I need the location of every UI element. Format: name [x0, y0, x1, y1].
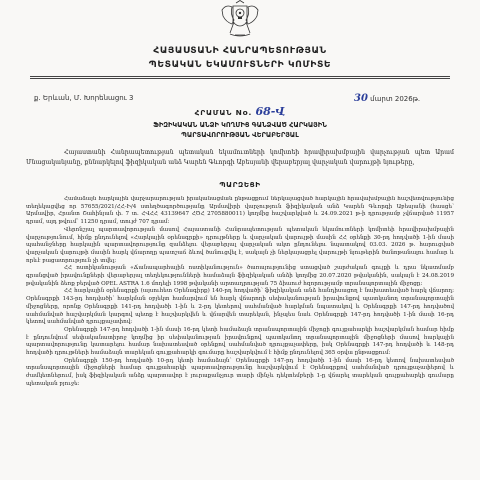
coat-of-arms-emblem: [218, 0, 262, 40]
header-divider-thin: [30, 78, 450, 79]
subject-line1: ՖԻԶԻԿԱԿԱՆ ԱՆՁԻ ԿՈՂՄԻՑ ԳԱՆՁՎԱԾ ՀԱՐԿԱՅԻՆ: [153, 121, 327, 129]
body-paragraph: ՀՀ ոստիկանության «Ճանապարհային ոստիկանություն» ծառայությունից ստացված շարժական գույքի և դրա նկատմամբ գրանցված իրավունքների վերաբերյալ տեղեկությունների համաձայն ֆիզիկական անձի կողմից 20.07.2020 թվականին, սակայն է 24.08.2019 թվականին ձեռք բերված OPEL ASTRA 1.6 մոդելի 1998 թվականի արտադրության 75 ձիաուժ հզորությամբ տրանսպորտային միջոցը:: [26, 265, 454, 287]
decision-heading: ՊԱՐԶԵՑԻ: [219, 180, 261, 189]
body-paragraph: Օրենսգրքի 147-րդ հոդվածի 1-ին մասի 16-րդ կետի համաձայն տրանսպորտային միջոցի գույքահարկի հաշվարկման համար հիմք է ընդունվում սեփականատիրոջ կողմից իր սեփականության իրավունքով պատկանող տրանսպորտային միջոցների մասով հարկային պարտավորությունը կատարելու համար նախատեսված օրենքով սահմանված դրույքաչափերը, իսկ Օրենսգրքի 147-րդ հոդվածի և 148-րդ հոդվածի դրույթների համաձայն տարեկան գույքահարկի գումարը հաշվարկվում է հիմք ընդունելով 365 օրվա ընթացքում:: [26, 326, 454, 357]
org-name-line1: ՀԱՅԱՍՏԱՆԻ ՀԱՆՐԱՊԵՏՈՒԹՅԱՆ: [153, 45, 327, 56]
document-body: [26, 196, 454, 480]
body-paragraph: Օրենսգրքի 150-րդ հոդվածի 10-րդ կետի համաձայն՝ Օրենսգրքի 147-րդ հոդվածի 1-ին մասի 16-րդ կետով նախատեսված տրանսպորտային միջոցների համար գույքահարկի պարտավորությունը հաշվարկվում է Օրենսգրքով սահմանված դրույքաչափերով և ժամկետներում, իսկ ֆիզիկական անձը պարտավոր է յուրաքանչյուր տարի մինչև դեկտեմբերի 1-ը վճարել տարեկան գույքահարկի գումարը պետական բյուջե:: [26, 357, 454, 387]
date-month-year: մարտ 2026թ.: [367, 95, 421, 103]
body-paragraph: Վերոնշյալ պարտավորության մասով Հայաստանի Հանրապետության պետական եկամուտների կոմիտեի հրավիրախմբային վարչությունում, հիմք ընդունելով «Հարկային օրենսգրքի» դրույթները և վարչական վարույթի մասին ՀՀ օրենքի 30-րդ հոդվածի 1-ին մասի պահանջները հարկային պարտավորությունը զանձելու վերաբերյալ վարչական ակտ ընդունելու նպատակով 03.03. 2026 թ. հարուցված վարչական վարույթի մասին հարկ վճարողը պատշաճ ձևով ծանուցվել է, սակայն չի ներկայացրել վարույթի նյութերին ծանոթանալու համար և որևէ բացատրություն չի տվել:: [26, 226, 454, 264]
body-paragraph: ՀՀ հարկային օրենսգրքի (այսուհետ Օրենսգիրք) 140-րդ հոդվածի՝ ֆիզիկական անձ հանդիսացող է նախատեսված հարկ վճարող: Օրենսգրքի 143-րդ հոդվածի՝ հարկման օբյեկտ համարվում են հարկ վճարողի սեփականության իրավունքով պատկանող տրանսպորտային միջոցները, որոնք Օրենսգրքի 141-րդ հոդվածի 1-ին և 2-րդ կետերով սահմանված հարկման նպատակով և Օրենսգրքի 147-րդ հոդվածով սահմանված հաշվարկման կարգով պետք է հաշվարկվեն և վճարվեն տարեկան, ինչպես նաև Օրենսգրքի 147-րդ հոդվածի 1-ին մասի 16-րդ կետով սահմանված դրույքաչափով:: [26, 288, 454, 326]
org-name-line2: ՊԵՏԱԿԱՆ ԵԿԱՄՈՒՏՆԵՐԻ ԿՈՄԻՏԵ: [148, 59, 332, 70]
header-divider: [30, 76, 450, 77]
document-date: [354, 93, 420, 104]
order-number-handwritten: 68-Վ: [255, 105, 286, 118]
order-label: ՀՐԱՄԱՆ No.: [194, 108, 253, 117]
body-paragraph: Համաձայն հարկային վարչարարության իրականացման ընթացքում ներկայացված հարկային հրավախմբային հաշվետվությունից տեղեկացվեց որ 57655/2021/ՀՀ-Ի/4 ստեղծագործությանը Արմավիրի վարչություն ֆիզիկական անձ Կարեն Գևորգի Աբեսյանի (հասցե՝ Արմավիր, Հրանտ Շահինյան փ. 7 տ. ՀՎՀՀ 43139647 ՀԾՀ 2705880011) կողմից հաշվարկված և 24.09.2021 թ-ի դրությամբ չվճարված 11957 դրամ, այդ թվում՝ 11250 դրամ, տույժ 707 դրամ:: [26, 196, 454, 226]
office-address: ք. Երևան, Մ. Խորենացու 3: [34, 94, 134, 102]
subject-line2: ՊԱՐՏԱՎՈՐՈՒԹՅԱՆ ՎԵՐԱԲԵՐՅԱԼ: [181, 131, 299, 139]
order-title: [0, 105, 480, 118]
date-day-handwritten: 30: [354, 93, 368, 104]
intro-paragraph: Հայաստանի Հանրապետության պետական եկամուտների կոմիտեի հրավիրախմբային վարչության պետ Արամ Մնացականյանը, քննարկելով ֆիզիկական անձ Կարեն Գևորգի Աբեսյանի վերաբերյալ վարչական վարույթի նյութերը,: [26, 149, 454, 166]
